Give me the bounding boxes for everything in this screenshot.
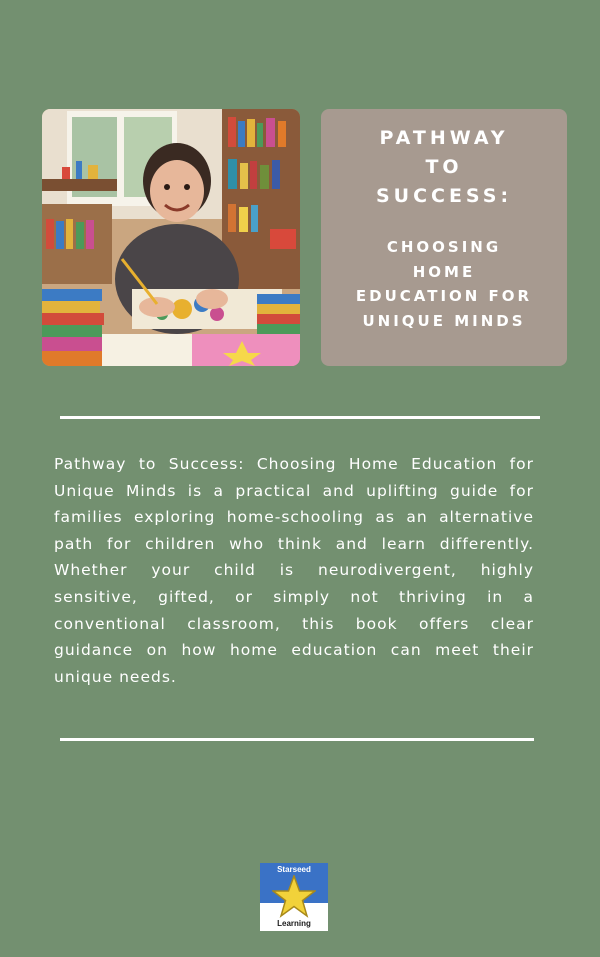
subtitle-line: HOME [412, 262, 476, 281]
cover-photo [42, 109, 300, 366]
divider-top [60, 416, 540, 419]
title-line: TO [425, 156, 463, 178]
title-line: PATHWAY [379, 127, 509, 149]
book-subtitle [321, 235, 567, 333]
gold-star-icon [272, 875, 316, 919]
publisher-logo [260, 863, 328, 931]
child-studying-illustration [42, 109, 300, 366]
book-description: Pathway to Success: Choosing Home Education for Unique Minds is a practical and uplifting guide for families exploring home-schooling as an alternative path for children who think and learn differently. Whether your child is neurodivergent, highly sensitive, gifted, or simply not thriving in a conventional classroom, this book offers clear guidance on how home education can meet their unique needs. [54, 455, 534, 686]
subtitle-line: CHOOSING [386, 238, 502, 256]
title-panel [321, 109, 567, 366]
title-line: SUCCESS: [375, 185, 513, 207]
divider-bottom [60, 738, 534, 741]
logo-sub-text: Learning [277, 919, 311, 928]
subtitle-line: UNIQUE MINDS [362, 311, 526, 330]
logo-brand-text: Starseed [277, 865, 311, 874]
book-title [321, 124, 567, 211]
subtitle-line: EDUCATION FOR [355, 287, 533, 305]
